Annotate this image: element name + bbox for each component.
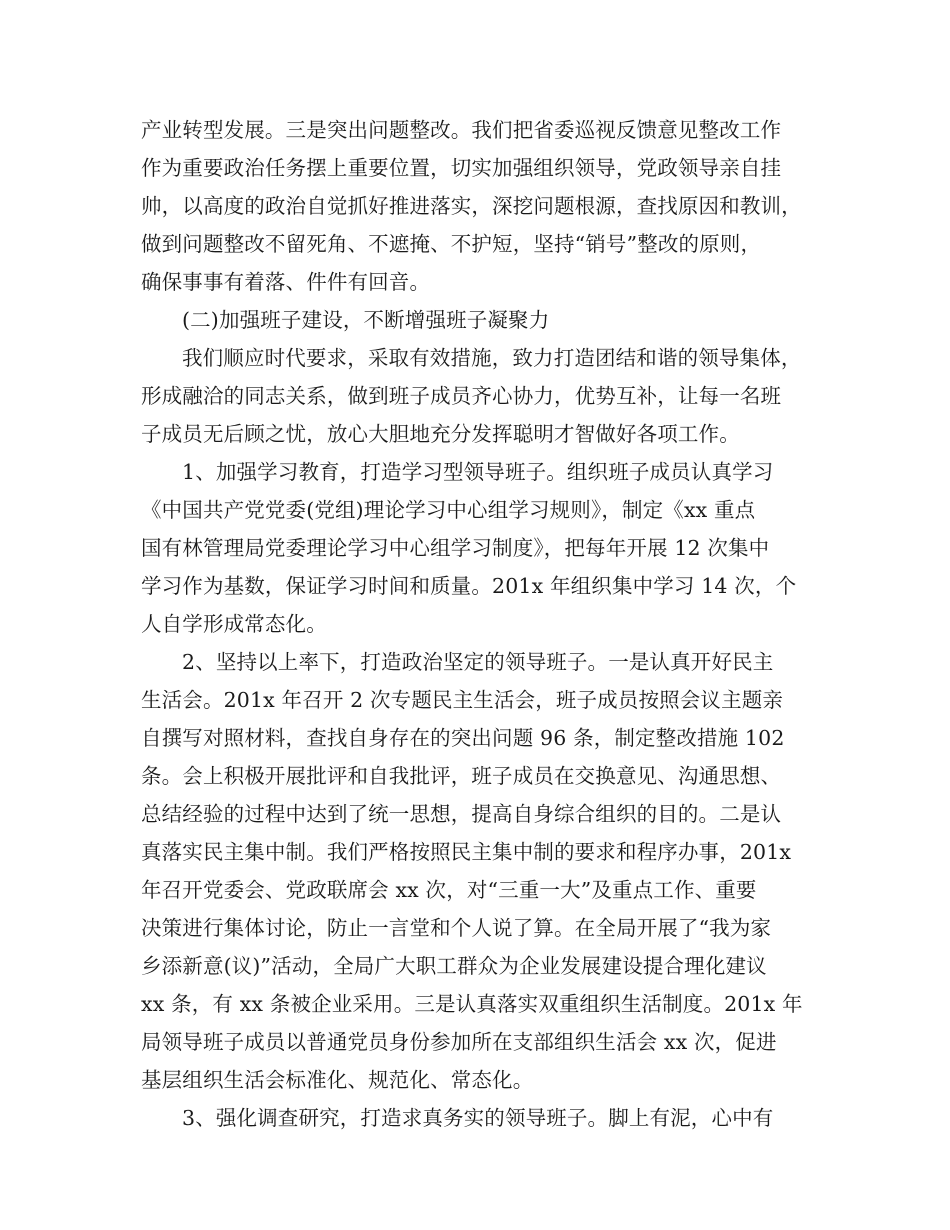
text-line: 确保事事有着落、件件有回音。: [141, 270, 431, 294]
text-line: 决策进行集体讨论，防止一言堂和个人说了算。在全局开展了“我为家: [141, 916, 772, 940]
text-line: 条。会上积极开展批评和自我批评，班子成员在交换意见、沟通思想、: [141, 764, 782, 788]
text-line: 自撰写对照材料，查找自身存在的突出问题 96 条，制定整改措施 102: [141, 726, 785, 750]
text-line: 形成融洽的同志关系，做到班子成员齐心协力，优势互补，让每一名班: [141, 384, 782, 408]
text-line: 《中国共产党党委(党组)理论学习中心组学习规则》，制定《xx 重点: [141, 498, 756, 522]
text-line: 3、强化调查研究，打造求真务实的领导班子。脚上有泥，心中有: [182, 1106, 774, 1130]
text-line: xx 条，有 xx 条被企业采用。三是认真落实双重组织生活制度。201x 年: [141, 992, 803, 1016]
text-line: 帅，以高度的政治自觉抓好推进落实，深挖问题根源，查找原因和教训，: [141, 194, 802, 218]
text-line: 产业转型发展。三是突出问题整改。我们把省委巡视反馈意见整改工作: [141, 118, 782, 142]
text-line: 局领导班子成员以普通党员身份参加所在支部组织生活会 xx 次，促进: [141, 1030, 777, 1054]
text-line: 总结经验的过程中达到了统一思想，提高自身综合组织的目的。二是认: [141, 802, 782, 826]
text-line: 子成员无后顾之忧，放心大胆地充分发挥聪明才智做好各项工作。: [141, 422, 740, 446]
text-line: 基层组织生活会标准化、规范化、常态化。: [141, 1068, 534, 1092]
text-line: 我们顺应时代要求，采取有效措施，致力打造团结和谐的领导集体，: [182, 346, 802, 370]
text-line: 年召开党委会、党政联席会 xx 次，对“三重一大”及重点工作、重要: [141, 878, 757, 902]
text-line: 生活会。201x 年召开 2 次专题民主生活会，班子成员按照会议主题亲: [141, 688, 784, 712]
text-line: 作为重要政治任务摆上重要位置，切实加强组织领导，党政领导亲自挂: [141, 156, 782, 180]
text-line: 2、坚持以上率下，打造政治坚定的领导班子。一是认真开好民主: [182, 650, 774, 674]
text-line: 做到问题整改不留死角、不遮掩、不护短，坚持“销号”整改的原则，: [141, 232, 762, 256]
text-line: 1、加强学习教育，打造学习型领导班子。组织班子成员认真学习: [182, 460, 774, 484]
text-line: 乡添新意(议)”活动，全局广大职工群众为企业发展建设提合理化建议: [141, 954, 767, 978]
section-heading: (二)加强班子建设，不断增强班子凝聚力: [182, 308, 550, 332]
text-line: 人自学形成常态化。: [141, 612, 327, 636]
text-line: 学习作为基数，保证学习时间和质量。201x 年组织集中学习 14 次，个: [141, 574, 797, 598]
text-line: 国有林管理局党委理论学习中心组学习制度》，把每年开展 12 次集中: [141, 536, 770, 560]
text-line: 真落实民主集中制。我们严格按照民主集中制的要求和程序办事，201x: [141, 840, 792, 864]
